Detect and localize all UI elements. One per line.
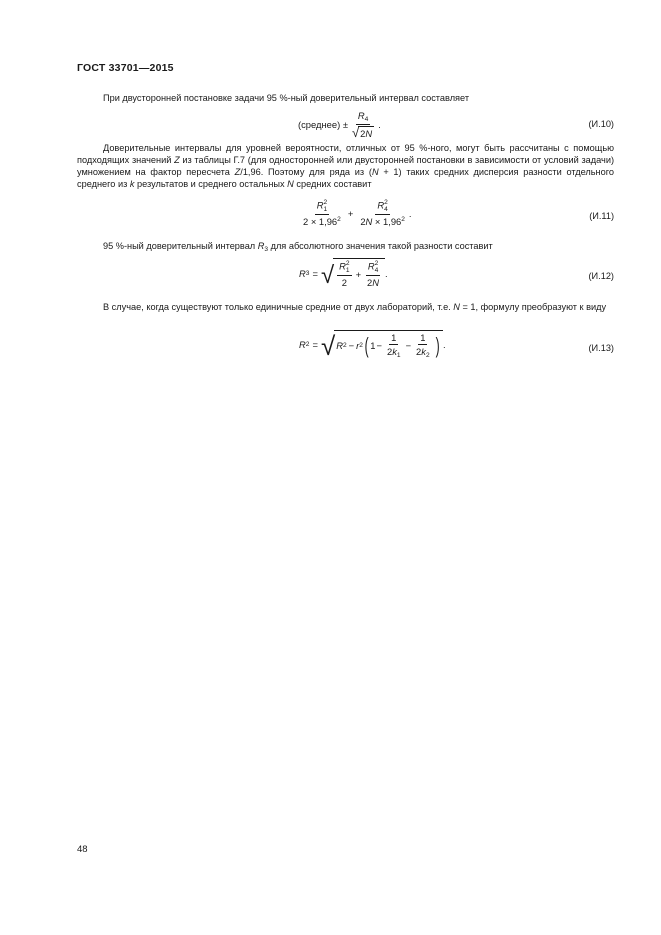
equation-13-number: (И.13) [588,343,614,353]
paragraph-3: 95 %-ный доверительный интервал $R_3$ для абсолютного значения такой разности составит [103,241,493,253]
page-number: 48 [77,844,88,855]
standard-header: ГОСТ 33701—2015 [77,62,174,74]
equation-12: R 3 = √ R 2 1 2 + R 2 4 2N . [299,260,388,289]
paragraph-4: В случае, когда существуют только единичные средние от двух лабораторий, т.е. N = 1, формулу преобразуют к виду [103,302,607,312]
equation-13: R 2 = √ R 2 − r 2 ( 1 − $\frac{1}{2k_1}$ − $\frac{1}{2k_2}$ ) . [299,331,446,361]
equation-10-lhs: (среднее) ± [298,119,348,130]
equation-12-number: (И.12) [588,271,614,281]
equation-10: (среднее) ± $R_4$ √ 2 N . [298,110,381,140]
paragraph-1 [77,92,614,104]
equation-11: R 2 1 $2 \times 1,96^2$ + R 2 4 $2N \times 1,96^2$ . [303,199,412,227]
equation-11-number: (И.11) [589,211,614,221]
paragraph-1-text: При двусторонней постановке задачи 95 %-ный доверительный интервал составляет [103,93,470,103]
paragraph-2: Доверительные интервалы для уровней вероятности, отличных от 95 %-ного, могут быть рассчитаны с помощью подходящих значений Z из таблицы Г.7 (для односторонней или двусторонней постановки в зависимости от условий задачи) умножением на фактор пересчета Z/1,96. Поэтому для ряда из (N + 1) таких средних дисперсия разности отдельного среднего из k результатов и среднего остальных N средних составит [77,143,615,190]
equation-10-fraction: $R_4$ √ 2 N [351,110,373,140]
equation-10-number: (И.10) [588,119,614,129]
